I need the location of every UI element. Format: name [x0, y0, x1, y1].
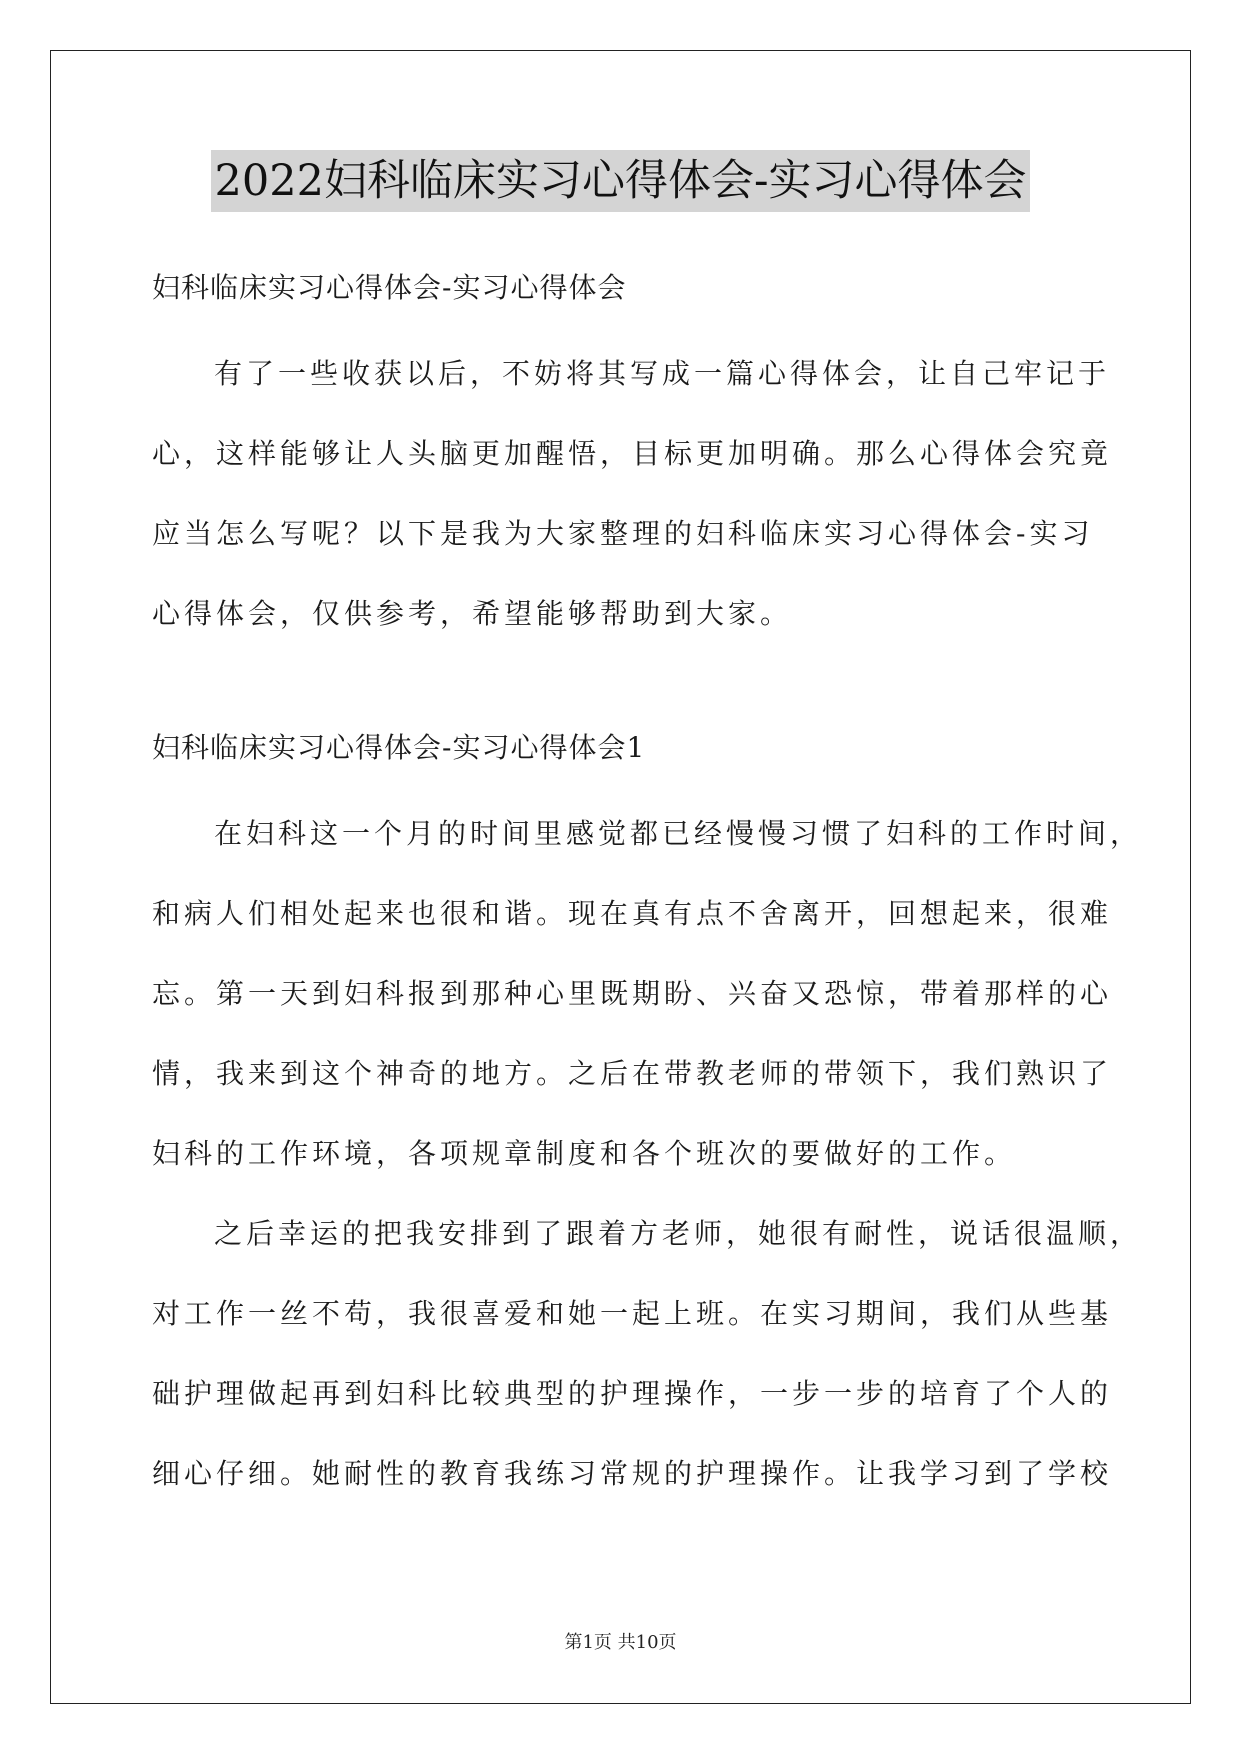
paragraph-line: 础护理做起再到妇科比较典型的护理操作，一步一步的培育了个人的 — [152, 1377, 1113, 1410]
paragraph-line: 对工作一丝不苟，我很喜爱和她一起上班。在实习期间，我们从些基 — [152, 1297, 1113, 1330]
paragraph-line: 忘。第一天到妇科报到那种心里既期盼、兴奋又恐惊，带着那样的心 — [152, 977, 1113, 1010]
title-container — [0, 150, 1241, 212]
paragraph-line: 之后幸运的把我安排到了跟着方老师，她很有耐性，说话很温顺， — [214, 1217, 1143, 1250]
intro-line: 心，这样能够让人头脑更加醒悟，目标更加明确。那么心得体会究竟 — [152, 437, 1113, 470]
paragraph-line: 妇科的工作环境，各项规章制度和各个班次的要做好的工作。 — [152, 1137, 1017, 1170]
document-body — [152, 258, 1143, 1514]
page-footer: 第1页 共10页 — [564, 1632, 677, 1653]
paragraph-line: 细心仔细。她耐性的教育我练习常规的护理操作。让我学习到了学校 — [152, 1457, 1113, 1490]
document-title: 2022妇科临床实习心得体会-实习心得体会 — [211, 150, 1031, 212]
intro-line: 应当怎么写呢？以下是我为大家整理的妇科临床实习心得体会-实习 — [152, 517, 1094, 550]
intro-line: 有了一些收获以后，不妨将其写成一篇心得体会，让自己牢记于 — [214, 357, 1111, 390]
paragraph-line: 和病人们相处起来也很和谐。现在真有点不舍离开，回想起来，很难 — [152, 897, 1113, 930]
section-heading: 妇科临床实习心得体会-实习心得体会1 — [152, 731, 646, 764]
paragraph-line: 在妇科这一个月的时间里感觉都已经慢慢习惯了妇科的工作时间， — [214, 817, 1143, 850]
intro-line: 心得体会，仅供参考，希望能够帮助到大家。 — [152, 597, 793, 630]
paragraph-line: 情，我来到这个神奇的地方。之后在带教老师的带领下，我们熟识了 — [152, 1057, 1113, 1090]
intro-heading: 妇科临床实习心得体会-实习心得体会 — [152, 271, 627, 304]
